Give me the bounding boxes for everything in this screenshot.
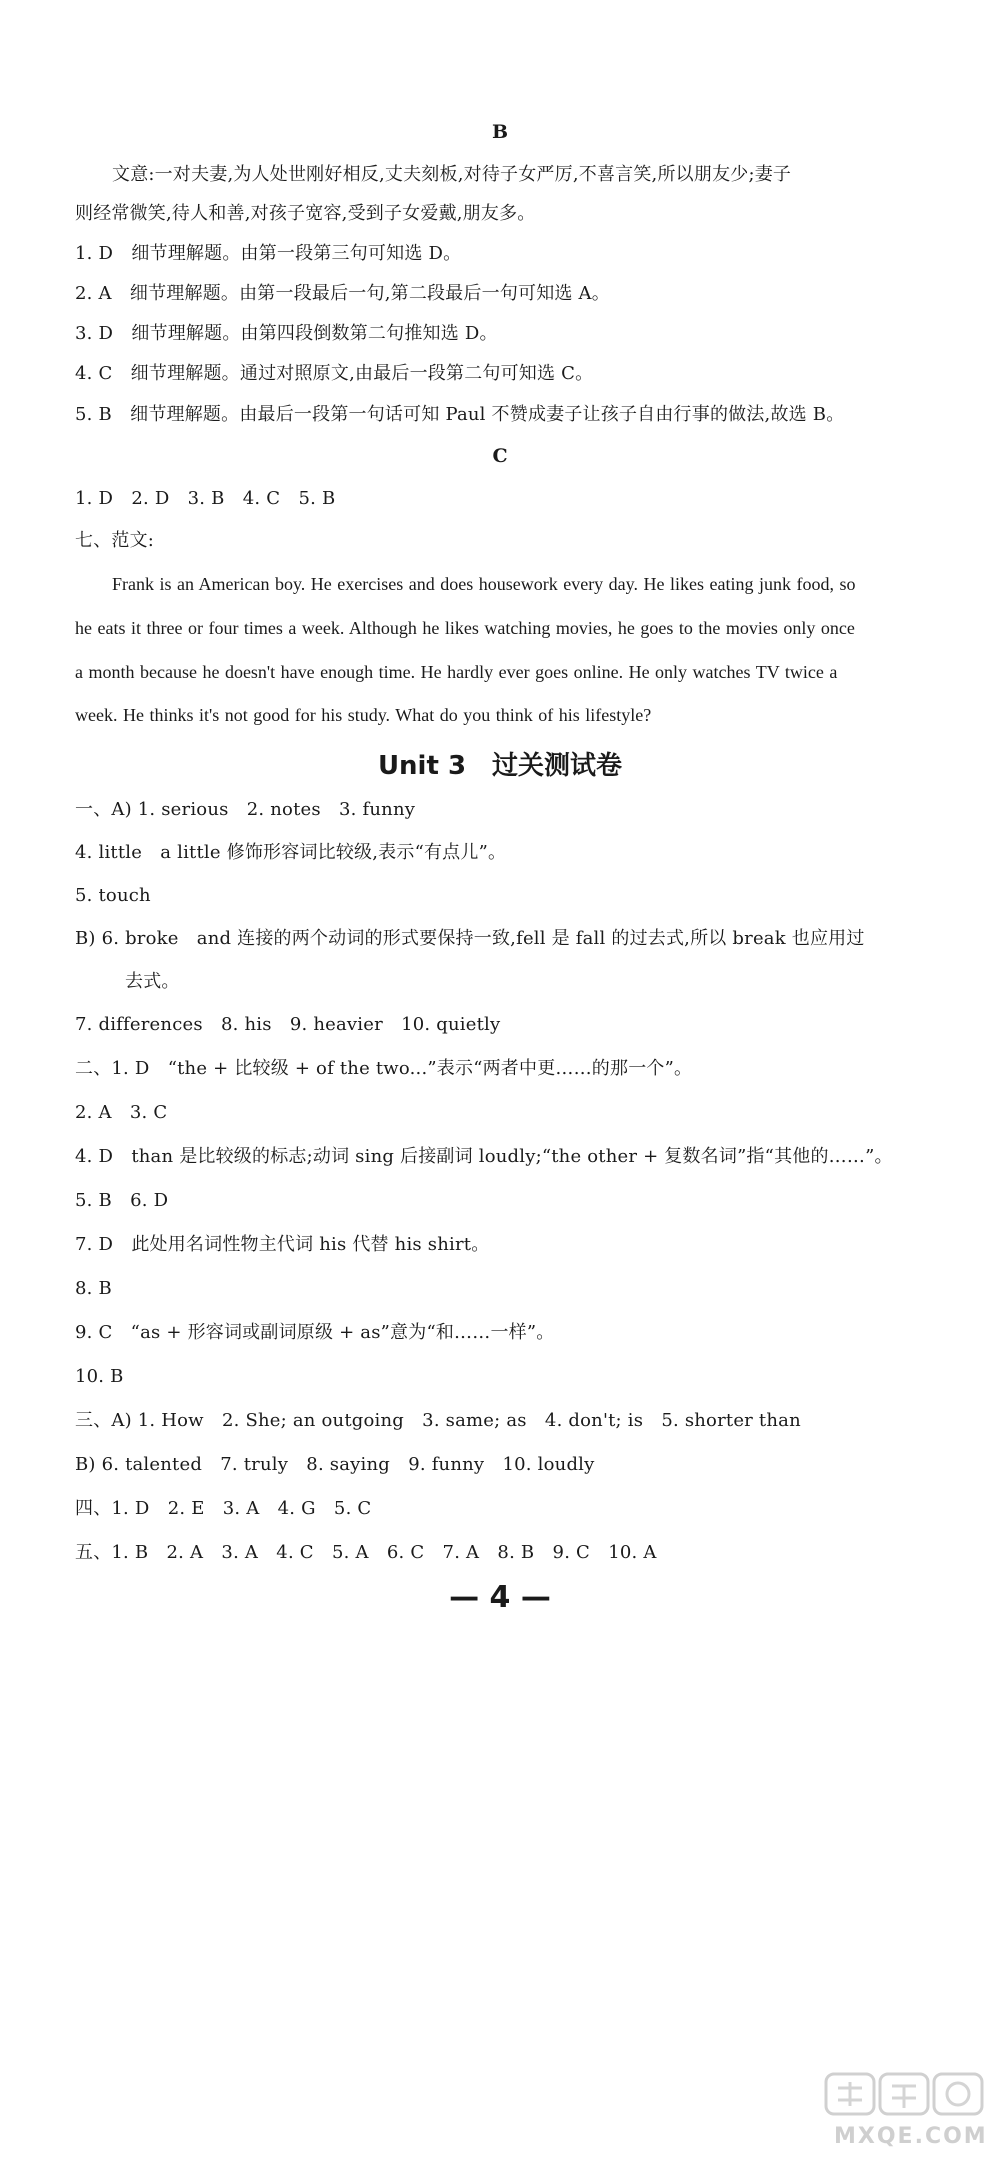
watermark-text: MXQE.COM [834, 2124, 988, 2149]
unit3-line-15: 三、A) 1. How 2. She; an outgoing 3. same; as 4. don't; is 5. shorter than [75, 1410, 801, 1431]
sample-essay-label: 七、范文: [75, 530, 155, 551]
unit3-line-8: 2. A 3. C [75, 1102, 168, 1123]
unit3-line-1: 一、A) 1. serious 2. notes 3. funny [75, 799, 416, 820]
unit3-line-14: 10. B [75, 1366, 124, 1387]
unit-3-title: Unit 3 过关测试卷 [377, 751, 623, 781]
unit3-line-10: 5. B 6. D [75, 1190, 169, 1211]
unit3-line-4: B) 6. broke and 连接的两个动词的形式要保持一致,fell 是 fall 的过去式,所以 break 也应用过 [75, 928, 865, 949]
unit3-line-12: 8. B [75, 1278, 112, 1299]
section-b-summary-line2: 则经常微笑,待人和善,对孩子宽容,受到子女爱戴,朋友多。 [75, 203, 536, 224]
section-c-heading: C [492, 445, 508, 467]
section-b-item-5: 5. B 细节理解题。由最后一段第一句话可知 Paul 不赞成妻子让孩子自由行事的做法,故选 B。 [75, 404, 845, 425]
sample-essay-line-4: week. He thinks it's not good for his study. What do you think of his lifestyle? [75, 705, 652, 725]
unit3-line-5: 去式。 [125, 971, 180, 992]
unit3-line-6: 7. differences 8. his 9. heavier 10. quietly [75, 1014, 501, 1035]
unit3-line-13: 9. C “as + 形容词或副词原级 + as”意为“和……一样”。 [75, 1322, 555, 1343]
watermark-logo [820, 2070, 990, 2160]
section-b-summary-line1: 文意:一对夫妻,为人处世刚好相反,丈夫刻板,对待子女严厉,不喜言笑,所以朋友少;妻子 [112, 164, 792, 185]
page-number: — 4 — [449, 1580, 551, 1615]
unit3-line-11: 7. D 此处用名词性物主代词 his 代替 his shirt。 [75, 1234, 490, 1255]
unit3-line-2: 4. little a little 修饰形容词比较级,表示“有点儿”。 [75, 842, 507, 863]
unit3-line-3: 5. touch [75, 885, 151, 906]
unit3-line-16: B) 6. talented 7. truly 8. saying 9. funny 10. loudly [75, 1454, 595, 1475]
unit3-line-17: 四、1. D 2. E 3. A 4. G 5. C [75, 1498, 372, 1519]
section-b-item-2: 2. A 细节理解题。由第一段最后一句,第二段最后一句可知选 A。 [75, 283, 610, 304]
section-b-item-3: 3. D 细节理解题。由第四段倒数第二句推知选 D。 [75, 323, 498, 344]
sample-essay-line-3: a month because he doesn't have enough time. He hardly ever goes online. He only watches TV twice a [75, 662, 838, 682]
sample-essay-line-2: he eats it three or four times a week. Although he likes watching movies, he goes to the movies only once [75, 618, 855, 638]
unit3-line-9: 4. D than 是比较级的标志;动词 sing 后接副词 loudly;“the other + 复数名词”指“其他的……”。 [75, 1146, 893, 1167]
sample-essay-line-1: Frank is an American boy. He exercises and does housework every day. He likes eating junk food, so [112, 574, 856, 594]
unit3-line-18: 五、1. B 2. A 3. A 4. C 5. A 6. C 7. A 8. B 9. C 10. A [75, 1542, 657, 1563]
section-c-answers: 1. D 2. D 3. B 4. C 5. B [75, 488, 336, 509]
section-b-item-4: 4. C 细节理解题。通过对照原文,由最后一段第二句可知选 C。 [75, 363, 594, 384]
section-b-item-1: 1. D 细节理解题。由第一段第三句可知选 D。 [75, 243, 462, 264]
unit3-line-7: 二、1. D “the + 比较级 + of the two...”表示“两者中更……的那一个”。 [75, 1058, 693, 1079]
section-b-heading: B [491, 121, 509, 143]
